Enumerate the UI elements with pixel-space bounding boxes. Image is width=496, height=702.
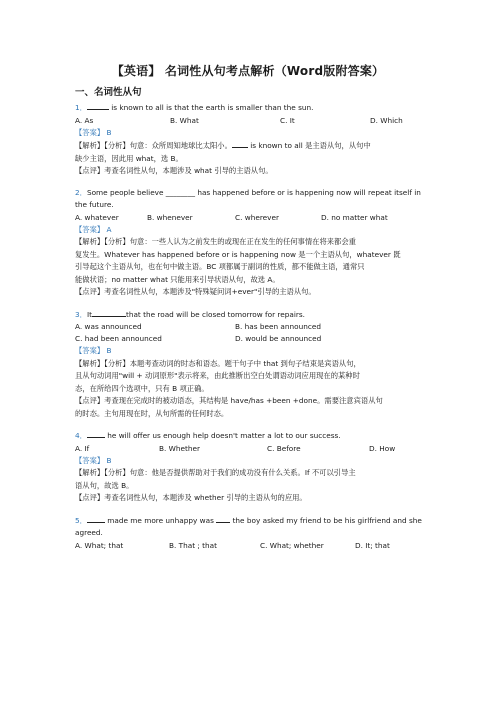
question-1 xyxy=(75,101,425,178)
comment-text: 【点评】考查名词性从句，本题涉及 what 引导的主语从句。 xyxy=(75,166,273,175)
analysis-text: 【解析】【分析】句意：众所周知地球比太阳小。 is known to all 是主语从句，从句中 缺少主语，因此用 what，选 B。 xyxy=(75,141,371,163)
options-row xyxy=(75,333,425,345)
options-row xyxy=(75,321,425,333)
option-c: C. Before xyxy=(267,443,301,453)
option-d: D. It; that xyxy=(355,540,390,550)
option-b: B. whenever xyxy=(147,212,193,222)
question-2 xyxy=(75,187,425,299)
question-stem: 3．It that the road will be closed tomorrow for repairs. xyxy=(75,309,305,319)
question-number: 5． xyxy=(75,515,87,525)
option-b: B. That ; that xyxy=(169,540,217,550)
option-c: C. had been announced xyxy=(75,334,162,343)
question-stem: 4． he will offer us enough help doesn't matter a lot to our success. xyxy=(75,431,341,440)
document-body xyxy=(75,84,425,552)
option-c: C. wherever xyxy=(235,212,279,222)
question-number: 2． xyxy=(75,187,87,197)
option-b: B. What xyxy=(170,115,199,125)
option-a: A. If xyxy=(75,443,90,453)
page-title: 【英语】 名词性从句考点解析（Word版附答案） xyxy=(111,64,385,78)
question-number: 3． xyxy=(75,309,87,319)
option-b: B. has been announced xyxy=(235,322,321,331)
option-a: A. As xyxy=(75,115,94,125)
analysis-text: 【解析】【分析】句意：他是否提供帮助对于我们的成功没有什么关系。If 不可以引导主 语从句，故选 B。 xyxy=(75,468,356,490)
question-4 xyxy=(75,429,425,505)
option-a: A. was announced xyxy=(75,322,142,331)
answer-label: 【答案】 B xyxy=(75,127,112,137)
question-number: 1． xyxy=(75,103,87,112)
analysis-text: 【解析】【分析】句意：一些人认为之前发生的或现在正在发生的任何事情在将来都会重 复发生。Whatever has happened before or is happening now 是一个主语从句，whatever 既 引导起这个主语从句，也在句中做主语。BC 项都属于副词的性质，都不能做主语，通常只 能做状语；no matter what 只能用来引导状语从句，故选 A。 xyxy=(75,237,401,284)
analysis-text: 【解析】【分析】本题考查动词的时态和语态。题干句子中 that 到句子结束是宾语从句， 且从句动词用"will + 动词原形"表示将来，由此推断出空白处谓语动词应用现在的某种时 态，在所给四个选项中，只有 B 项正确。 xyxy=(75,358,361,393)
options-row xyxy=(75,212,425,224)
question-3 xyxy=(75,308,425,421)
options-row xyxy=(75,540,425,552)
question-number: 4． xyxy=(75,431,87,440)
answer-label: 【答案】 A xyxy=(75,224,112,234)
question-stem: 5． made me more unhappy was the boy asked my friend to be his girlfriend and she agreed. xyxy=(75,515,422,537)
section-heading: 一、名词性从句 xyxy=(75,87,142,98)
question-stem: 1． is known to all is that the earth is smaller than the sun. xyxy=(75,103,314,112)
answer-label: 【答案】 B xyxy=(75,346,112,355)
option-d: D. How xyxy=(369,443,396,453)
comment-text: 【点评】考查名词性从句，本题涉及 whether 引导的主语从句的应用。 xyxy=(75,493,307,502)
option-a: A. whatever xyxy=(75,212,119,222)
question-5 xyxy=(75,514,425,552)
option-d: D. would be announced xyxy=(235,334,322,343)
answer-label: 【答案】 B xyxy=(75,455,112,465)
comment-text: 【点评】考查现在完成时的被动语态，其结构是 have/has +been +done。需要注意宾语从句 的时态。主句用现在时，从句所需的任何时态。 xyxy=(75,396,383,418)
option-d: D. Which xyxy=(370,115,403,125)
comment-text: 【点评】考查名词性从句，本题涉及"特殊疑问词+ever"引导的主语从句。 xyxy=(75,287,316,296)
option-d: D. no matter what xyxy=(321,212,388,222)
option-c: C. What; whether xyxy=(260,540,324,550)
options-row xyxy=(75,115,425,127)
option-b: B. Whether xyxy=(159,443,200,453)
answer-blank xyxy=(87,101,109,110)
options-row xyxy=(75,443,425,455)
option-a: A. What; that xyxy=(75,540,124,550)
question-stem: 2．Some people believe ________ has happened before or is happening now will repeat itself in the future. xyxy=(75,187,421,209)
option-c: C. It xyxy=(280,115,295,125)
